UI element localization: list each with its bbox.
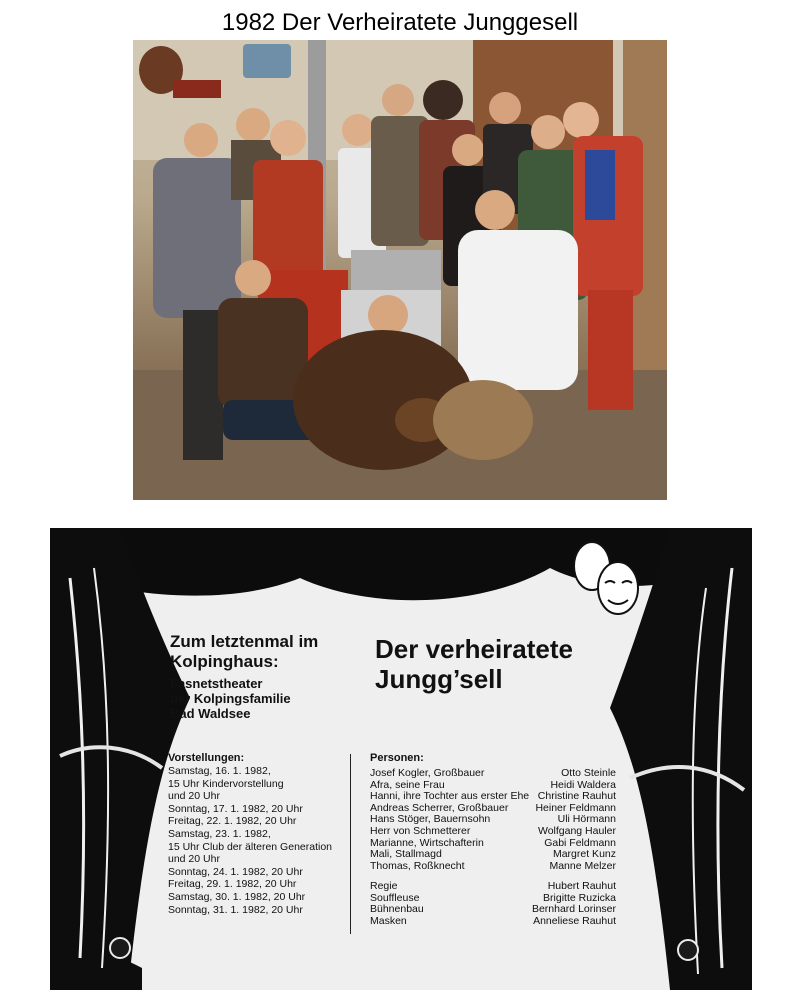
performance-line: 15 Uhr Kindervorstellung <box>168 777 284 790</box>
persons-heading: Personen: <box>370 752 424 764</box>
role-name: Thomas, Roßknecht <box>370 859 465 872</box>
role-name: Souffleuse <box>370 891 420 904</box>
crew-row <box>370 881 616 893</box>
performance-line: Samstag, 16. 1. 1982, <box>168 765 271 777</box>
main-title <box>375 634 635 694</box>
role-name: Masken <box>370 914 407 927</box>
actor-name: Heiner Feldmann <box>535 801 616 814</box>
intro-title: Zum letztenmal im Kolpinghaus: <box>170 632 319 671</box>
intro-line: Fasnetstheater <box>170 676 263 691</box>
role-name: Mali, Stallmagd <box>370 848 442 861</box>
actor-name: Margret Kunz <box>552 848 616 861</box>
role-name: Hans Stöger, Bauernsohn <box>370 813 491 826</box>
crew-list <box>370 881 616 927</box>
performance-line: und 20 Uhr <box>168 790 220 803</box>
cast-row <box>370 849 616 861</box>
column-divider <box>350 754 351 934</box>
actor-name: Manne Melzer <box>549 859 616 872</box>
performances-list <box>168 766 378 917</box>
performance-line: Sonntag, 17. 1. 1982, 20 Uhr <box>168 802 303 815</box>
person-name: Brigitte Ruzicka <box>543 891 616 904</box>
main-title-line: Jungg’sell <box>375 664 503 694</box>
intro-line: Bad Waldsee <box>170 706 251 721</box>
cast-list <box>370 768 616 872</box>
performance-line: Samstag, 30. 1. 1982, 20 Uhr <box>168 890 306 903</box>
photo-illustration <box>133 40 667 500</box>
performance-line: Sonntag, 24. 1. 1982, 20 Uhr <box>168 865 303 878</box>
role-name: Bühnenbau <box>370 903 424 916</box>
theater-poster <box>50 528 752 990</box>
performances-heading: Vorstellungen: <box>168 752 245 764</box>
role-name: Herr von Schmetterer <box>370 824 471 837</box>
role-name: Regie <box>370 880 398 892</box>
person-name: Anneliese Rauhut <box>533 914 616 927</box>
performance-line: Freitag, 29. 1. 1982, 20 Uhr <box>168 878 297 891</box>
page-title: 1982 Der Verheiratete Junggesell <box>221 9 579 36</box>
performance-line: 15 Uhr Club der älteren Generation <box>168 840 333 853</box>
performance-line: Sonntag, 31. 1. 1982, 20 Uhr <box>168 903 303 916</box>
role-name: Hanni, ihre Tochter aus erster Ehe <box>370 790 530 803</box>
cast-row <box>370 861 616 873</box>
performance-line: Freitag, 22. 1. 1982, 20 Uhr <box>168 815 297 828</box>
cast-row <box>370 768 616 780</box>
actor-name: Gabi Feldmann <box>544 836 616 849</box>
actor-name: Wolfgang Hauler <box>537 824 616 837</box>
main-title-line: Der verheiratete <box>375 634 573 664</box>
intro-line: der Kolpingsfamilie <box>170 691 291 706</box>
cast-group-photo <box>133 40 667 500</box>
cast-row <box>370 826 616 838</box>
person-name: Hubert Rauhut <box>547 880 616 892</box>
actor-name: Otto Steinle <box>561 767 616 779</box>
intro-body <box>170 676 370 721</box>
crew-row <box>370 916 616 928</box>
role-name: Josef Kogler, Großbauer <box>370 767 485 779</box>
role-name: Marianne, Wirtschafterin <box>370 836 484 849</box>
actor-name: Christine Rauhut <box>537 790 616 803</box>
performance-line: und 20 Uhr <box>168 853 220 866</box>
person-name: Bernhard Lorinser <box>531 903 616 916</box>
actor-name: Uli Hörmann <box>557 813 616 826</box>
role-name: Andreas Scherrer, Großbauer <box>370 801 509 814</box>
role-name: Afra, seine Frau <box>370 778 445 791</box>
actor-name: Heidi Waldera <box>550 778 616 791</box>
performance-line: Samstag, 23. 1. 1982, <box>168 827 271 840</box>
